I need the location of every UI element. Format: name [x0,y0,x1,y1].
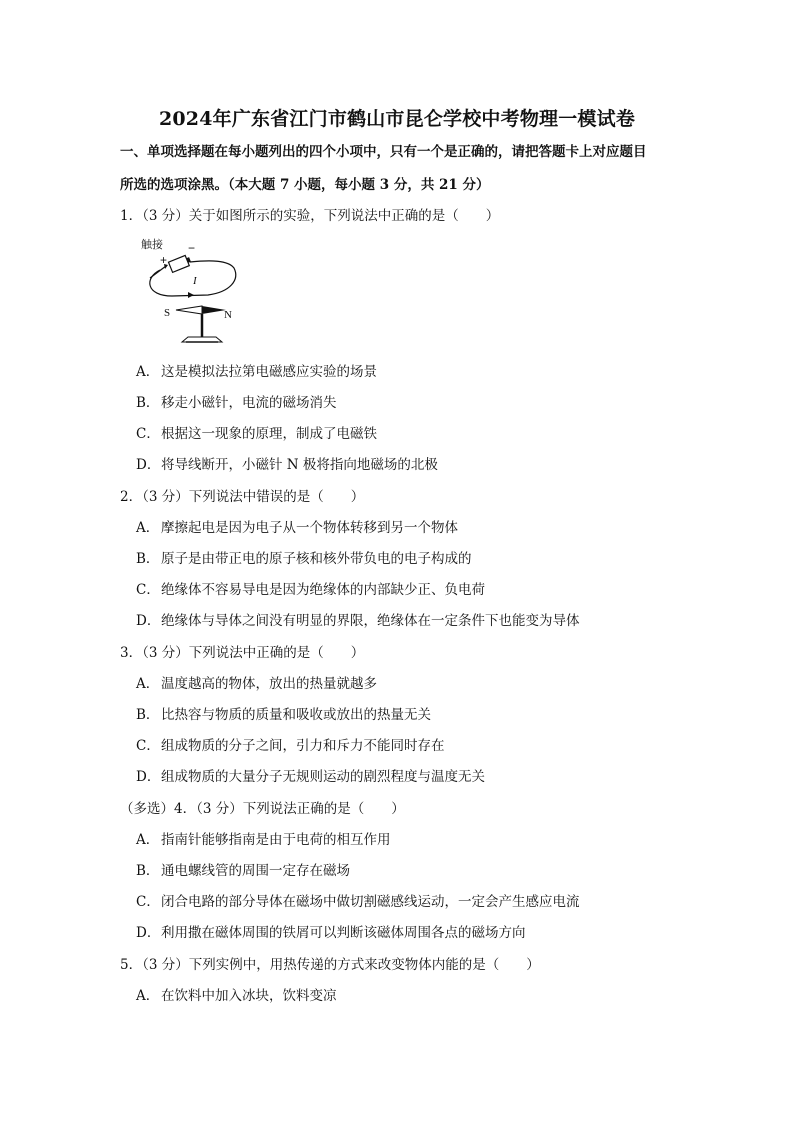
option-letter: D． [136,457,161,473]
option-text: 移走小磁针，电流的磁场消失 [161,395,337,411]
question-1-option-c [136,424,377,444]
option-text: 利用撒在磁体周围的铁屑可以判断该磁体周围各点的磁场方向 [161,925,526,941]
option-text: 闭合电路的部分导体在磁场中做切割磁感线运动，一定会产生感应电流 [161,894,580,910]
option-letter: D． [136,769,161,785]
option-text: 绝缘体不容易导电是因为绝缘体的内部缺少正、负电荷 [161,582,485,598]
option-text: 绝缘体与导体之间没有明显的界限，绝缘体在一定条件下也能变为导体 [161,613,580,629]
option-text: 温度越高的物体，放出的热量就越多 [161,676,377,692]
north-pole-label: N [224,309,232,321]
question-3-option-c [136,736,445,756]
option-letter: C． [136,894,160,910]
option-letter: B． [136,863,160,879]
question-1-option-d [136,455,438,475]
battery-icon [168,254,192,272]
option-letter: B． [136,551,160,567]
option-text: 比热容与物质的质量和吸收或放出的热量无关 [161,707,431,723]
question-3-option-a [136,674,377,694]
question-5-stem: 5．（3 分）下列实例中，用热传递的方式来改变物体内能的是（ ） [120,957,540,973]
south-pole-label: S [164,307,171,319]
option-letter: A． [136,676,160,692]
current-arrow-icon [188,292,194,298]
question-2-option-b [136,549,472,569]
option-text: 根据这一现象的原理，制成了电磁铁 [161,426,377,442]
current-label: I [193,275,197,287]
option-text: 通电螺线管的周围一定存在磁场 [161,863,350,879]
question-4-option-c [136,892,580,912]
option-letter: C． [136,738,160,754]
option-letter: A． [136,832,160,848]
option-letter: D． [136,925,161,941]
battery-minus-sign: − [188,241,196,255]
option-text: 原子是由带正电的原子核和核外带负电的电子构成的 [161,551,472,567]
touch-wire [150,266,166,278]
needle-south-half [176,306,202,314]
option-letter: A． [136,520,160,536]
section-heading-line-2: 所选的选项涂黑。（本大题 7 小题，每小题 3 分，共 21 分） [120,177,490,193]
option-letter: B． [136,395,160,411]
question-3-option-b [136,705,431,725]
question-2-option-c [136,580,485,600]
option-text: 组成物质的大量分子无规则运动的剧烈程度与温度无关 [161,769,485,785]
question-3-stem: 3．（3 分）下列说法中正确的是（ ） [120,645,365,661]
question-2-option-a [136,518,458,538]
question-5-option-a [136,986,337,1006]
option-letter: C． [136,582,160,598]
question-4-option-a [136,830,391,850]
battery-plus-sign: + [160,253,168,267]
question-4-option-b [136,861,350,881]
page-title: 2024年广东省江门市鹤山市昆仑学校中考物理一模试卷 [158,108,636,130]
option-text: 将导线断开，小磁针 N 极将指向地磁场的北极 [161,457,438,473]
question-1-option-a [136,362,377,382]
question-2-stem: 2．（3 分）下列说法中错误的是（ ） [120,489,365,505]
option-text: 指南针能够指南是由于电荷的相互作用 [161,832,391,848]
needle-north-half [202,306,226,314]
question-4-stem: （多选）4．（3 分）下列说法正确的是（ ） [120,801,405,817]
figure-touch-label: 触接 [141,239,163,251]
option-text: 组成物质的分子之间，引力和斥力不能同时存在 [161,738,445,754]
question-2-option-d [136,611,580,631]
option-text: 这是模拟法拉第电磁感应实验的场景 [161,364,377,380]
option-letter: B． [136,707,160,723]
option-letter: A． [136,364,160,380]
option-letter: A． [136,988,160,1004]
option-letter: D． [136,613,161,629]
option-letter: C． [136,426,160,442]
question-1-option-b [136,393,337,413]
option-text: 在饮料中加入冰块，饮料变凉 [161,988,337,1004]
question-4-option-d [136,923,526,943]
compass-current-experiment-figure [138,234,258,346]
question-1-stem: 1．（3 分）关于如图所示的实验，下列说法中正确的是（ ） [120,208,500,224]
section-heading-line-1: 一、单项选择题在每小题列出的四个小项中，只有一个是正确的，请把答题卡上对应题目 [120,144,647,160]
option-text: 摩擦起电是因为电子从一个物体转移到另一个物体 [161,520,458,536]
question-3-option-d [136,767,485,787]
